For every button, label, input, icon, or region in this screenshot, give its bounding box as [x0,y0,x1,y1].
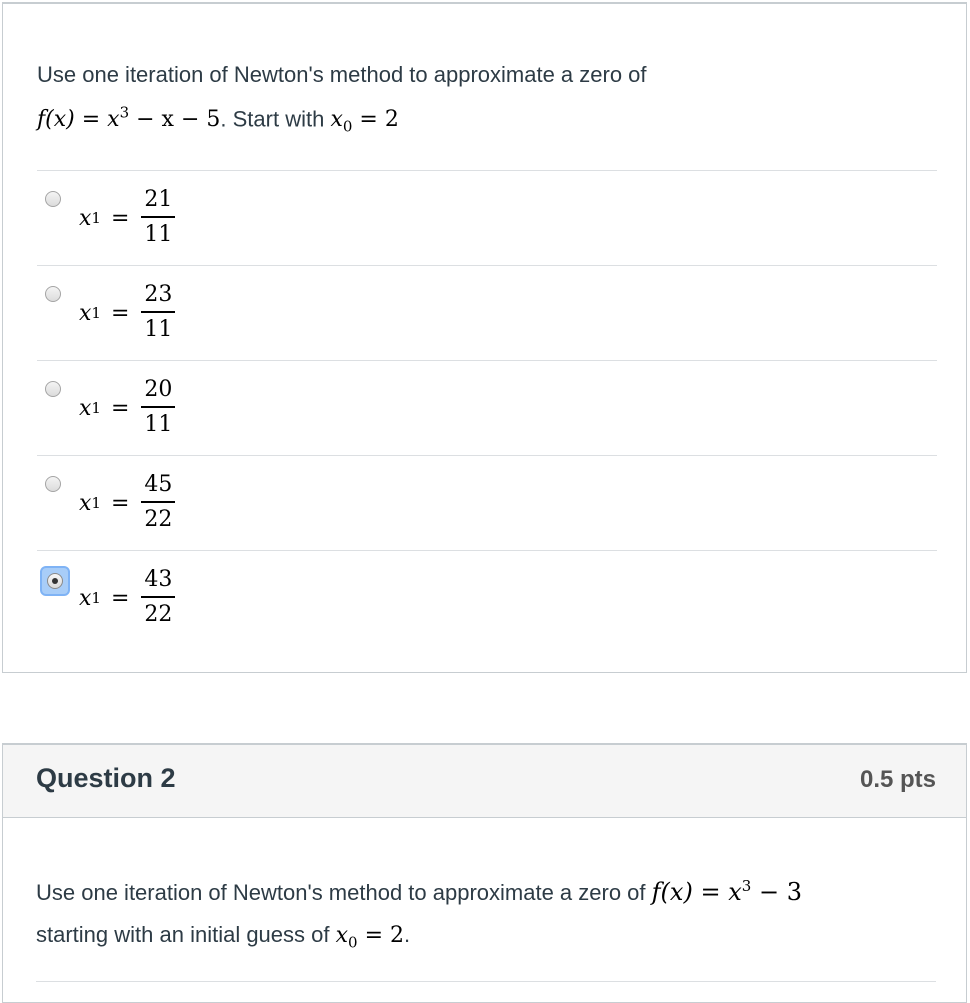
answer-sub: 1 [91,399,101,417]
radio-button[interactable] [45,381,61,397]
q2-x0 [335,923,405,952]
answer-fraction [141,279,175,347]
fraction-numerator: 21 [141,184,175,218]
answer-fraction [141,184,175,252]
radio-inner [47,573,63,589]
q1-x0-value: = 2 [359,107,399,133]
q2-text-part2: starting with an initial guess of [36,922,330,947]
question-2-points: 0.5 pts [859,766,936,793]
q1-func-base: x [107,107,120,133]
radio-button-selected[interactable] [40,566,70,596]
q1-x0 [330,107,399,136]
question-1-text [37,56,917,146]
answer-option[interactable] [37,265,937,360]
answer-equation [79,563,175,633]
divider [36,981,936,982]
radio-button[interactable] [45,286,61,302]
radio-dot [52,578,58,584]
fraction-denominator: 11 [144,317,173,342]
answer-equation [79,278,175,348]
answer-option[interactable] [37,170,937,265]
answer-equation [79,373,175,443]
answer-option[interactable] [37,455,937,550]
question-1-text-line2 [37,94,917,146]
answer-var: x [79,585,92,611]
q1-x0-var: x [330,107,343,133]
fraction-numerator: 45 [141,469,175,503]
answer-var: x [79,395,92,421]
equals-sign: = [110,300,130,326]
q2-line2 [36,914,936,963]
q2-func-lhs: f(x) [651,878,693,906]
equals-sign: = [110,205,130,231]
fraction-numerator: 43 [141,564,175,598]
q1-func-rest: − x − 5 [136,107,221,133]
question-2-header [3,745,966,818]
q1-start-text: . Start with [220,106,325,132]
answer-equation [79,183,175,253]
fraction-numerator: 23 [141,279,175,313]
question-2-panel [2,743,967,1003]
q2-text-end: . [404,922,411,947]
equals-sign: = [110,395,130,421]
answer-fraction [141,469,175,537]
answer-sub: 1 [91,589,101,607]
q1-func-equals: = [81,107,101,133]
q2-line1 [36,865,936,914]
fraction-denominator: 11 [144,222,173,247]
answer-var: x [79,300,92,326]
q2-text-part1: Use one iteration of Newton's method to approximate a zero of [36,880,646,905]
radio-button[interactable] [45,191,61,207]
equals-sign: = [110,490,130,516]
q2-func-exp: 3 [741,877,752,895]
q2-x0-sub: 0 [348,933,358,952]
answer-sub: 1 [91,494,101,512]
answer-sub: 1 [91,209,101,227]
answer-option[interactable] [37,360,937,455]
question-1-panel [2,2,967,673]
q2-func-base: x [728,878,742,906]
q2-func-rest: − 3 [758,878,802,906]
answer-option-selected[interactable] [37,550,937,645]
q1-func-lhs: f(x) [37,107,75,133]
question-2-title: Question 2 [36,763,176,793]
question-2-text [36,865,936,963]
q2-x0-var: x [335,923,349,948]
q1-x0-sub: 0 [342,117,353,136]
question-1-text-line1: Use one iteration of Newton's method to approximate a zero of [37,62,647,87]
q1-func-exp: 3 [119,104,130,122]
q2-func-equals: = [700,878,721,906]
answer-sub: 1 [91,304,101,322]
radio-button[interactable] [45,476,61,492]
answer-list [37,170,937,645]
answer-var: x [79,490,92,516]
answer-var: x [79,205,92,231]
equals-sign: = [110,585,130,611]
fraction-denominator: 11 [144,412,173,437]
fraction-numerator: 20 [141,374,175,408]
answer-equation [79,468,175,538]
fraction-denominator: 22 [144,602,173,627]
q1-function [37,104,221,133]
answer-fraction [141,564,175,632]
q2-function [652,878,802,906]
fraction-denominator: 22 [144,507,173,532]
answer-fraction [141,374,175,442]
q2-x0-value: = 2 [364,923,405,948]
